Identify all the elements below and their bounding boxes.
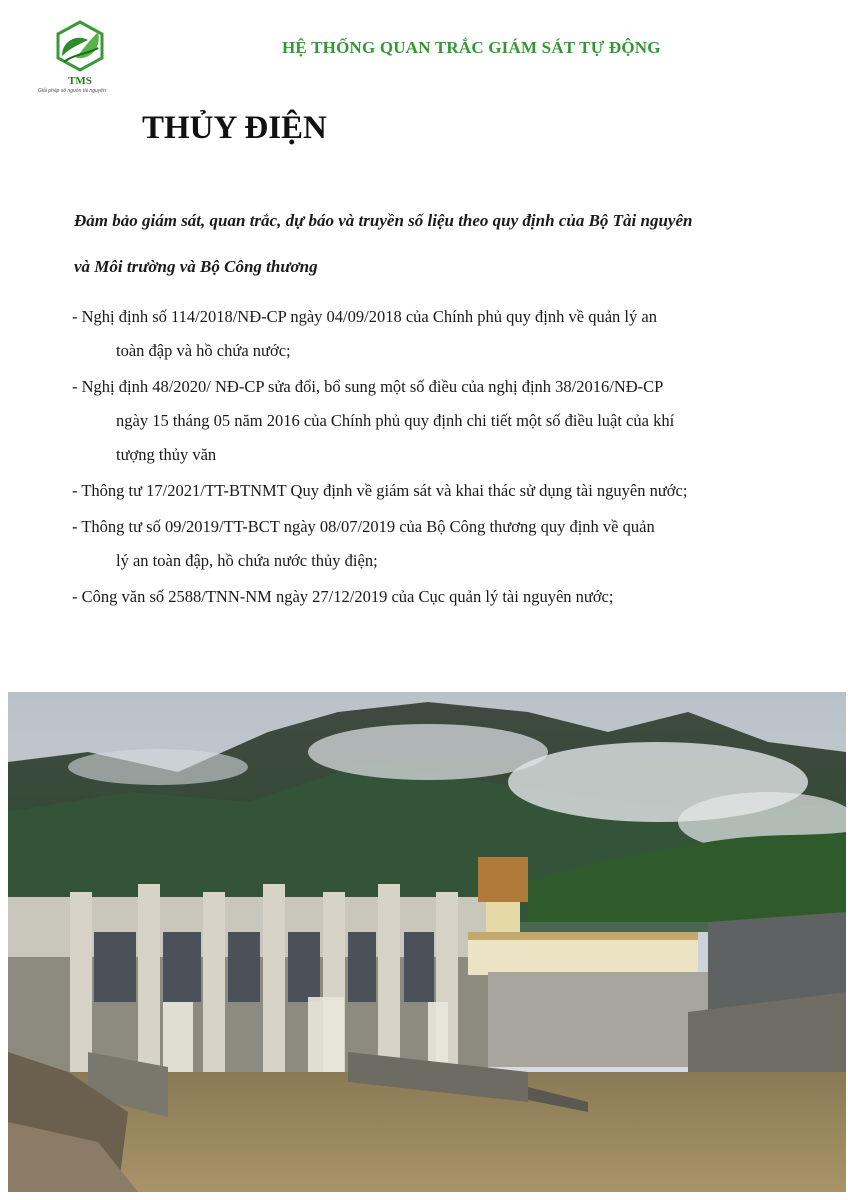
- regulation-text: - Công văn số 2588/TNN-NM ngày 27/12/2019 của Cục quản lý tài nguyên nước;: [72, 587, 614, 606]
- list-item: [72, 300, 802, 368]
- regulation-text-continued: lý an toàn đập, hồ chứa nước thủy điện;: [116, 551, 378, 570]
- tms-logo: [40, 18, 130, 98]
- regulation-text: - Nghị định 48/2020/ NĐ-CP sửa đổi, bổ sung một số điều của nghị định 38/2016/NĐ-CP: [72, 377, 664, 396]
- page-title: THỦY ĐIỆN: [142, 110, 327, 146]
- subtitle-line-1: Đảm bảo giám sát, quan trắc, dự báo và truyền số liệu theo quy định của Bộ Tài nguyên: [74, 211, 693, 230]
- subtitle-line-2: và Môi trường và Bộ Công thương: [74, 257, 318, 276]
- list-item: [72, 474, 802, 508]
- dam-illustration: [8, 692, 846, 1192]
- list-item: [72, 580, 802, 614]
- logo-text: TMS: [68, 75, 92, 87]
- regulation-text: - Nghị định số 114/2018/NĐ-CP ngày 04/09/2018 của Chính phủ quy định về quản lý an: [72, 307, 657, 326]
- logo-tagline: Giải pháp số nguồn tài nguyên: [38, 88, 106, 94]
- regulation-text: - Thông tư số 09/2019/TT-BCT ngày 08/07/2019 của Bộ Công thương quy định về quản: [72, 517, 655, 536]
- regulation-text-continued: tượng thủy văn: [116, 445, 217, 464]
- regulation-list: [72, 300, 802, 616]
- regulation-text: - Thông tư 17/2021/TT-BTNMT Quy định về giám sát và khai thác sử dụng tài nguyên nước;: [72, 481, 688, 500]
- hydropower-dam-photo: [8, 692, 846, 1192]
- list-item: [72, 370, 802, 472]
- list-item: [72, 510, 802, 578]
- regulation-text-continued: ngày 15 tháng 05 năm 2016 của Chính phủ quy định chi tiết một số điều luật của khí: [116, 411, 675, 430]
- regulation-text-continued: toàn đập và hồ chứa nước;: [116, 341, 291, 360]
- leaf-logo-icon: [40, 18, 130, 98]
- org-title: HỆ THỐNG QUAN TRẮC GIÁM SÁT TỰ ĐỘNG: [282, 38, 661, 57]
- page-subtitle: [74, 198, 794, 290]
